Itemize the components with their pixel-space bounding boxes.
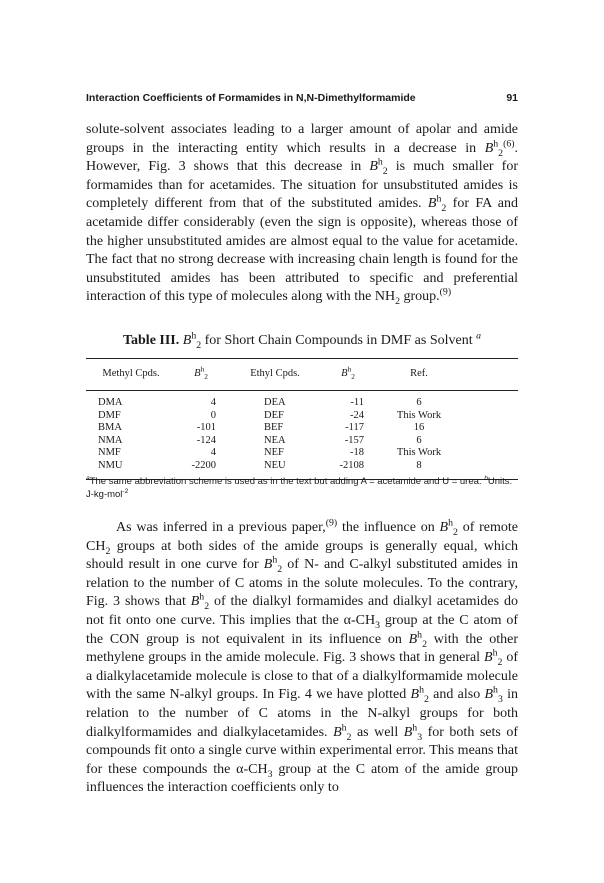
table-cell: -157 [344,434,364,446]
table-row [90,447,514,460]
table-row [90,422,514,435]
table-cell: -2108 [339,459,364,471]
data-table [86,358,518,480]
table-cell: 6 [416,434,422,446]
table-cell: DEF [264,409,284,421]
table-cell: NEA [264,434,286,446]
table-cell: DMF [98,409,121,421]
table-cell: BEF [264,422,284,434]
table-header-cell: Ethyl Cpds. [250,368,300,379]
running-title: Interaction Coefficients of Formamides in N,N-Dimethylformamide [86,92,416,104]
table-cell: 0 [210,409,216,421]
table-cell: NEU [264,459,286,471]
table-cell: DMA [98,397,123,408]
table-cell: -11 [350,397,364,408]
running-header [86,92,518,104]
table-header-cell: $B^h_2$ [341,364,355,382]
table-cell: NMU [98,459,123,471]
table-body [86,391,518,479]
table-header-cell: $B^h_2$ [194,364,208,382]
table-cell: -18 [350,447,364,459]
table-header-cell: Ref. [410,368,428,379]
paragraph-1: solute-solvent associates leading to a larger amount of apolar and amide groups in the interacting entity which results in a decrease in $B^h_2^{(6)}$. However, Fig. 3 shows that this decrease in $B^h_2$ is much smaller for formamides than for acetamides. The situation for unsubstituted amides is completely different from that of the substituted amides. $B^h_2$ for FA and acetamide differ considerably (even the sign is opposite), whereas those of the higher unsubstituted amides are almost equal to the value for acetamide. The fact that no strong decrease with increasing chain length is found for the unsubstituted amides has been attributed to specific and preferential interaction of this type of molecules along with the $NH_2$ group.$^{(9)}$ [86,122,519,308]
table-cell: This Work [396,447,442,459]
table-caption: Table III. $B^h_2$ for Short Chain Compounds in DMF as Solvent $^a$ [122,330,482,351]
page-number: 91 [506,92,518,104]
table-cell: DEA [264,397,286,408]
table-cell: -124 [196,434,216,446]
table-row [90,397,514,410]
table-cell: NMA [98,434,123,446]
table-cell: -101 [196,422,216,434]
table-cell: 16 [413,422,425,434]
table-cell: NEF [264,447,284,459]
table-cell: 8 [416,459,422,471]
table-cell: BMA [98,422,122,434]
table-cell: 4 [210,447,216,459]
table-cell: This Work [396,409,442,421]
paragraph-2: As was inferred in a previous paper,$^{(9)}$ the influence on $B^h_2$ of remote $CH_2$ groups at both sides of the amide groups is generally equal, which should result in one curve for $B^h_2$ of N- and C-alkyl substituted amides in relation to the number of C atoms in the solute molecules. To the contrary, Fig. 3 shows that $B^h_2$ of the dialkyl formamides and dialkyl acetamides do not fit onto one curve. This implies that the $\alpha-CH_3$ group at the C atom of the CON group is not equivalent in its influence on $B^h_2$ with the other methylene groups in the amide molecule. Fig. 3 shows that in general $B^h_2$ of a dialkylacetamide molecule is close to that of a dialkylformamide molecule with the same N-alkyl groups. In Fig. 4 we have plotted $B^h_2$ and also $B^h_3$ in relation to the number of C atoms in the N-alkyl groups for both dialkylformamides and dialkylacetamides. $B^h_2$ as well $B^h_3$ for both sets of compounds fit onto a single curve within experimental error. This means that for these compounds the $\alpha-CH_3$ group at the C atom of the amide group influences the interaction coefficients only to [86,517,519,796]
table-cell: 6 [416,397,422,408]
table-cell: -24 [350,409,364,421]
table-cell: 4 [210,397,216,408]
table-cell: -2200 [191,459,216,471]
table-row [90,435,514,448]
table-row [90,410,514,423]
table-row [90,460,514,473]
table-footnote: $^a$The same abbreviation scheme is used as in the text but adding A = acetamide and U = urea. $^b$Units: J-kg-mol$^{-2}$ [86,474,513,500]
table-cell: -117 [345,422,364,434]
table-header-row [86,359,518,390]
table-header-cell: Methyl Cpds. [102,368,160,379]
table-cell: NMF [98,447,121,459]
